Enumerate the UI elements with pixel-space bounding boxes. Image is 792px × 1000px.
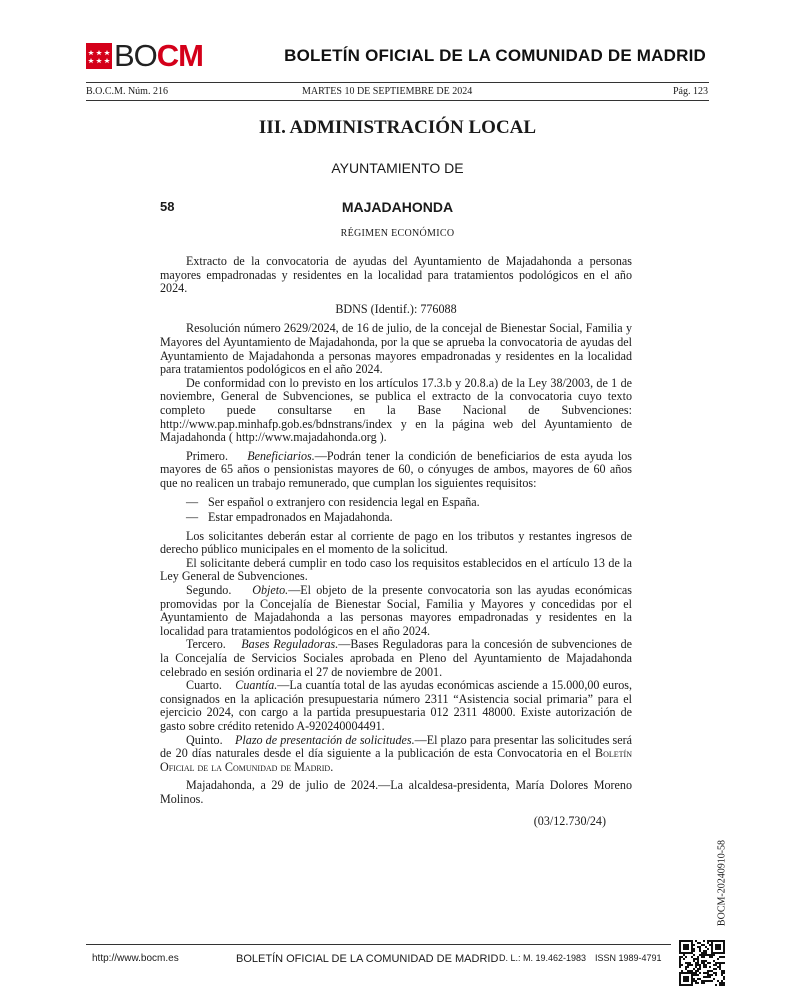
header-rule-bottom — [86, 100, 709, 101]
clause-text: —Bases Reguladoras para la concesión de subvenciones de la Concejalía de Servicios Sociales aprobada en Pleno del Ayuntamiento de Majadahonda celebrado en sesión ordinaria el 27 de noviembre de 2001. — [160, 637, 633, 679]
comunidad-madrid-flag-icon — [86, 43, 112, 69]
entry-number: 58 — [160, 199, 175, 214]
clause-quinto — [160, 734, 632, 775]
extract-paragraph: Extracto de la convocatoria de ayudas del Ayuntamiento de Majadahonda a personas mayores empadronadas y residentes en la localidad para tratamientos podológicos en el año 2024. — [160, 254, 632, 296]
clause-end: . — [330, 759, 334, 774]
reference-code: (03/12.730/24) — [533, 813, 606, 828]
issue-number: B.O.C.M. Núm. 216 — [86, 86, 168, 97]
bdns-id: BDNS (Identif.): 776088 — [335, 301, 457, 316]
clause-tercero — [160, 638, 632, 679]
header-rule-top — [86, 82, 709, 83]
clause-title: Beneficiarios. — [247, 448, 315, 463]
requirement-text: Ser español o extranjero con residencia legal en España. — [208, 494, 480, 509]
clause-title: Cuantía. — [235, 678, 278, 693]
page-number: Pág. 123 — [673, 86, 708, 97]
clause-title: Plazo de presentación de solicitudes. — [235, 732, 415, 747]
clause-text: —La cuantía total de las ayudas económicas asciende a 15.000,00 euros, consignados en la aplicación presupuestaria número 2311 “Asistencia social primaria” para el ejercicio 2024, con cargo a la partida presupuestaria 012 2311 48000. Existe autorización de gasto sobre crédito retenido A-920240004491. — [160, 678, 633, 733]
section-title: III. ADMINISTRACIÓN LOCAL — [258, 117, 537, 138]
requirement-item — [160, 511, 632, 525]
resolution-paragraph: Resolución número 2629/2024, de 16 de julio, de la concejal de Bienestar Social, Familia y Mayores del Ayuntamiento de Majadahonda, por la que se aprueba la convocatoria de ayudas del Ayuntamiento de Majadahonda a personas mayores empadronadas y residentes en la localidad para tratamientos podológicos en el año 2024. — [160, 321, 632, 377]
conformity-paragraph: De conformidad con lo previsto en los artículos 17.3.b y 20.8.a) de la Ley 38/2003, de 1 de noviembre, General de Subvenciones, se publica el extracto de la convocatoria cuyo texto completo puede consultarse en la Base Nacional de Subvenciones: http://www.pap.minhafp.gob.es/bdnstrans/index y en la página web del Ayuntamiento de Majadahonda ( http://www.majadahonda.org ). — [160, 375, 632, 445]
clause-label: Tercero. — [186, 637, 226, 652]
clause-title: Objeto. — [252, 583, 289, 598]
clause-cuarto — [160, 679, 632, 733]
clause-text: —Podrán tener la condición de beneficiarios de esta ayuda los mayores de 65 años o pensionistas mayores de 60, o cónyuges de ambos, mayores de 60 años que no realicen un trabajo remunerado, que cumplan los siguientes requisitos: — [160, 448, 632, 490]
dash-bullet: — — [186, 494, 199, 509]
clause-label: Segundo. — [186, 583, 232, 598]
footer-legal-deposit: D. L.: M. 19.462-1983 — [499, 953, 587, 963]
gazette-reference: Boletín Oficial de la Comunidad de Madrid — [160, 746, 632, 774]
requirement-item — [160, 496, 632, 510]
entry-town: MAJADAHONDA — [341, 199, 454, 215]
article13-paragraph: El solicitante deberá cumplir en todo caso los requisitos establecidos en el artículo 13 de la Ley General de Subvenciones. — [160, 555, 632, 584]
clause-primero — [160, 450, 632, 491]
ayuntamiento-label: AYUNTAMIENTO DE — [331, 160, 464, 176]
footer-url-link[interactable]: http://www.bocm.es — [92, 953, 179, 964]
requirement-text: Estar empadronados en Majadahonda. — [208, 510, 393, 525]
regime-label: RÉGIMEN ECONÓMICO — [340, 228, 455, 239]
announcement-body — [160, 250, 632, 828]
side-document-code — [712, 828, 732, 938]
dash-bullet: — — [186, 510, 199, 525]
clause-label: Primero. — [186, 448, 228, 463]
footer-rule — [86, 944, 671, 945]
side-code-text: BOCM-20240910-58 — [716, 839, 728, 927]
qr-code-icon — [679, 940, 725, 986]
footer-issn: ISSN 1989-4791 — [595, 953, 662, 963]
clause-label: Quinto. — [186, 732, 223, 747]
clause-text: —El plazo para presentar las solicitudes será de 20 días naturales desde el día siguiente a la publicación de esta Convocatoria en el — [160, 732, 632, 761]
logo-text-cm: CM — [156, 38, 204, 73]
logo-text-bo: BO — [114, 38, 157, 73]
clause-text: —El objeto de la presente convocatoria son las ayudas económicas promovidas por la Concejalía de Bienestar Social, Familia y Mayores y concedidas por el Ayuntamiento de Majadahonda a las personas mayores empadronadas y residentes en la localidad para tratamientos podológicos en el año 2024. — [160, 583, 632, 638]
clause-segundo — [160, 584, 632, 638]
signature-paragraph: Majadahonda, a 29 de julio de 2024.—La alcaldesa-presidenta, María Dolores Moreno Molinos. — [160, 778, 632, 806]
bocm-logo — [86, 40, 203, 72]
clause-title: Bases Reguladoras. — [241, 637, 339, 652]
footer-title: BOLETÍN OFICIAL DE LA COMUNIDAD DE MADRID — [236, 953, 499, 965]
logo-wordmark — [114, 40, 203, 72]
clause-label: Cuarto. — [186, 678, 222, 693]
issue-date: MARTES 10 DE SEPTIEMBRE DE 2024 — [302, 86, 473, 97]
applicants-paragraph: Los solicitantes deberán estar al corriente de pago en los tributos y restantes ingresos de derecho público municipales en el momento de la solicitud. — [160, 528, 632, 557]
gazette-title: BOLETÍN OFICIAL DE LA COMUNIDAD DE MADRID — [284, 46, 706, 65]
